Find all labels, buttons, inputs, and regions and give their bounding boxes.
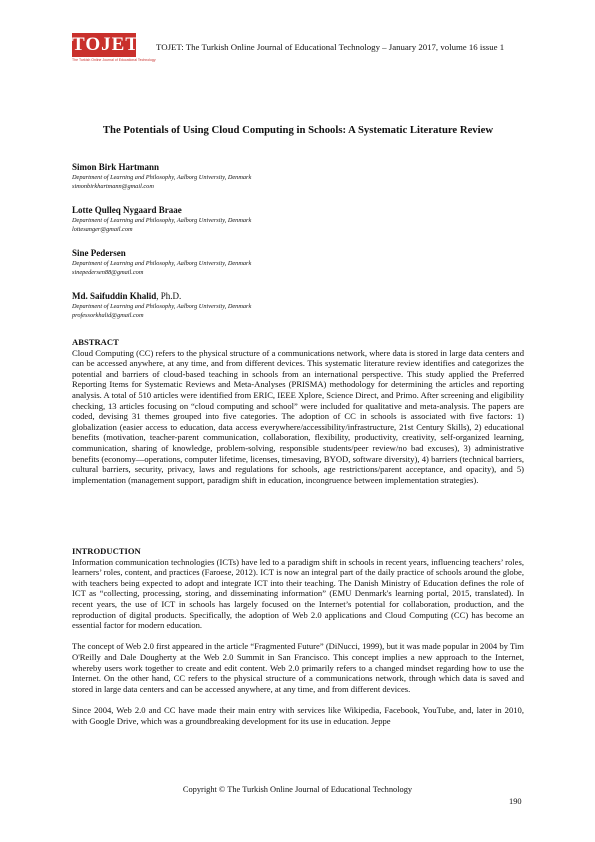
author-affiliation: Department of Learning and Philosophy, Aalborg University, Denmark bbox=[72, 217, 252, 224]
abstract-heading: ABSTRACT bbox=[72, 337, 119, 347]
author-email: professorkhalid@gmail.com bbox=[72, 312, 144, 319]
author-block bbox=[72, 204, 524, 234]
running-head: TOJET: The Turkish Online Journal of Educational Technology – January 2017, volume 16 issue 1 bbox=[156, 42, 505, 52]
journal-logo bbox=[72, 33, 156, 65]
paragraph: The concept of Web 2.0 first appeared in the article “Fragmented Future” (DiNucci, 1999), but it was made popular in 2004 by Tim O'Reilly and Dale Dougherty at the Web 2.0 Summit in San Francisco. This concept implies a new approach to the Internet, whereby users work together to create and edit content. Web 2.0 primarily refers to a changed mindset regarding how to use the Internet. On the other hand, CC refers to the physical structure of a communications network, through which data is saved and stored in large data centers and can be accessed anywhere, at any time, and from different devices. bbox=[72, 641, 524, 694]
author-email: sinepedersen88@gmail.com bbox=[72, 269, 144, 276]
author-affiliation: Department of Learning and Philosophy, Aalborg University, Denmark bbox=[72, 303, 252, 310]
author-name: Lotte Qulleq Nygaard Braae bbox=[72, 205, 182, 215]
author-email: simonbirkhartmann@gmail.com bbox=[72, 183, 154, 190]
paper-title: The Potentials of Using Cloud Computing in Schools: A Systematic Literature Review bbox=[102, 124, 494, 136]
author-block bbox=[72, 161, 524, 191]
introduction-heading: INTRODUCTION bbox=[72, 546, 141, 556]
author-list bbox=[72, 161, 524, 333]
author-email: lottesanger@gmail.com bbox=[72, 226, 133, 233]
paragraph: Information communication technologies (ICTs) have led to a paradigm shift in schools in recent years, influencing teachers’ roles, learners’ roles, content, and practices (Faroese, 2012). ICT is now an integral part of the daily practice of schools around the globe, with teachers being expected to adopt and integrate ICT into their teaching. The Danish Ministry of Education defines the role of ICT as “collecting, processing, storing, and disseminating information” (EMU Denmark's learning portal, 2015, translated). In recent years, the use of ICT in schools has largely focused on the Internet’s potential for collaboration, production, and the reproduction of digital products. Specifically, the adoption of Web 2.0 applications and Cloud Computing (CC) has become an essential factor for modern education. bbox=[72, 556, 524, 631]
logo-tagline: The Turkish Online Journal of Educational Technology bbox=[72, 58, 156, 62]
logo-text: TOJET bbox=[72, 34, 139, 55]
page-number: 190 bbox=[509, 797, 522, 806]
author-name: Sine Pedersen bbox=[72, 248, 126, 258]
author-name: Md. Saifuddin Khalid, Ph.D. bbox=[72, 291, 182, 301]
author-name: Simon Birk Hartmann bbox=[72, 162, 160, 172]
author-affiliation: Department of Learning and Philosophy, Aalborg University, Denmark bbox=[72, 260, 252, 267]
introduction-section bbox=[72, 546, 524, 726]
author-block bbox=[72, 247, 524, 277]
abstract-text: Cloud Computing (CC) refers to the physical structure of a communications network, where data is stored in large data centers and can be accessed anywhere, at any time, and from different devices. This systematic literature review identifies and categorizes the potential and barriers of cloud-based teaching in schools from an international perspective. This study applied the Preferred Reporting Items for Systematic Reviews and Meta-Analyses (PRISMA) methodology for determining the articles and reporting analysis. A total of 510 articles were identified from ERIC, IEEE Xplore, Science Direct, and Primo. After screening and eligibility checking, 13 articles focusing on “cloud computing and school” were included for qualitative and meta-analysis. The papers are coded, devising 31 themes grouped into five categories. The adoption of CC in schools is associated with five factors: 1) globalization (easier access to education, data access everywhere/accessibility/infrastructure, 21st Century Skills), 2) educational benefits (motivation, teacher-parent communication, collaboration, flexibility, productivity, creativity, self-organized learning, communication, sharing of knowledge, problem-solving, responsible students/peer review/no bad excuses), 3) administrative benefits (economy—operations, computer lifetime, licenses, timesaving, BYOD, software diversity), 4) barriers (technical barriers, cultural barriers, security, privacy, laws and regulations for schools, age restrictions/parent acceptance, and opacity), and 5) implementation (management support, paradigm shift in education, incongruence between implementation strategies). bbox=[72, 347, 524, 485]
author-block bbox=[72, 290, 524, 320]
paragraph: Since 2004, Web 2.0 and CC have made their main entry with services like Wikipedia, Facebook, YouTube, and, later in 2010, with Google Drive, which was a groundbreaking development for its use in education. Jeppe bbox=[72, 704, 524, 726]
author-affiliation: Department of Learning and Philosophy, Aalborg University, Denmark bbox=[72, 174, 252, 181]
abstract-section bbox=[72, 337, 524, 485]
footer-copyright: Copyright © The Turkish Online Journal of Educational Technology bbox=[182, 785, 413, 794]
